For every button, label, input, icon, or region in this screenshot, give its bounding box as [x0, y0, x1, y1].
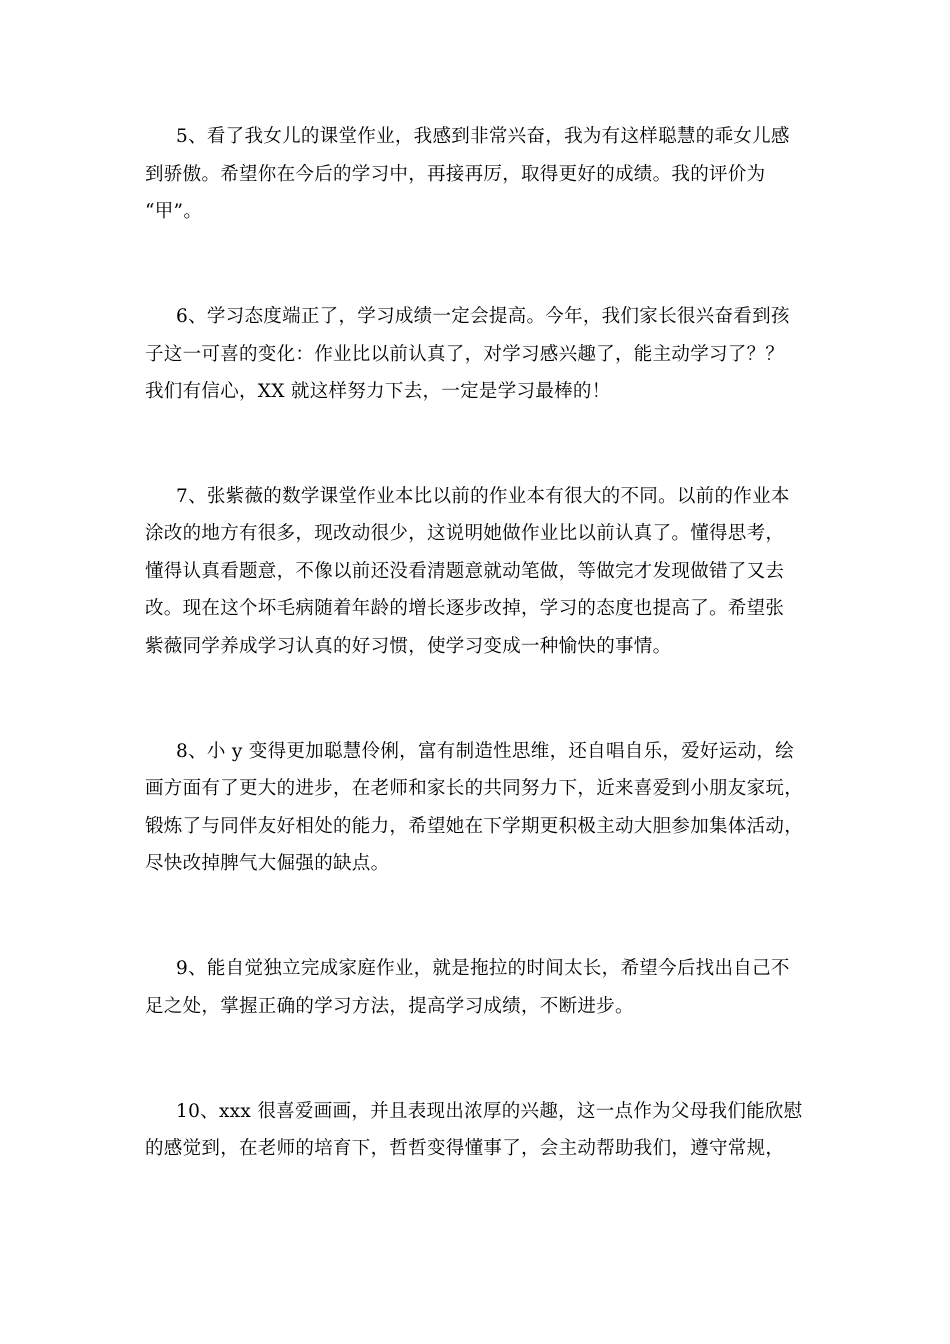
paragraph-line: 8、小 y 变得更加聪慧伶俐，富有制造性思维，还自唱自乐，爱好运动，绘 [176, 741, 794, 762]
paragraph-line: 画方面有了更大的进步，在老师和家长的共同努力下，近来喜爱到小朋友家玩， [145, 778, 804, 799]
paragraph-line: 9、能自觉独立完成家庭作业，就是拖拉的时间太长，希望今后找出自己不 [176, 958, 790, 979]
paragraph-line: 我们有信心，XX 就这样努力下去，一定是学习最棒的！ [145, 381, 611, 402]
paragraph-line: 尽快改掉脾气大倔强的缺点。 [145, 853, 390, 874]
paragraph-line: 懂得认真看题意，不像以前还没看清题意就动笔做，等做完才发现做错了又去 [145, 561, 785, 582]
paragraph-line: “甲”。 [145, 201, 203, 222]
paragraph-line: 的感觉到，在老师的培育下，哲哲变得懂事了，会主动帮助我们，遵守常规， [145, 1138, 785, 1159]
paragraph-line: 7、张紫薇的数学课堂作业本比以前的作业本有很大的不同。以前的作业本 [176, 486, 790, 507]
paragraph-line: 到骄傲。希望你在今后的学习中，再接再厉，取得更好的成绩。我的评价为 [145, 164, 766, 185]
paragraph-line: 紫薇同学养成学习认真的好习惯，使学习变成一种愉快的事情。 [145, 636, 672, 657]
paragraph-line: 10、xxx 很喜爱画画，并且表现出浓厚的兴趣，这一点作为父母我们能欣慰 [176, 1101, 803, 1122]
paragraph-line: 足之处，掌握正确的学习方法，提高学习成绩，不断进步。 [145, 996, 634, 1017]
paragraph-line: 5、看了我女儿的课堂作业，我感到非常兴奋，我为有这样聪慧的乖女儿感 [176, 126, 790, 147]
paragraph-line: 锻炼了与同伴友好相处的能力，希望她在下学期更积极主动大胆参加集体活动， [145, 816, 804, 837]
paragraph-line: 改。现在这个坏毛病随着年龄的增长逐步改掉，学习的态度也提高了。希望张 [145, 598, 785, 619]
paragraph-line: 6、学习态度端正了，学习成绩一定会提高。今年，我们家长很兴奋看到孩 [176, 306, 790, 327]
paragraph-line: 子这一可喜的变化：作业比以前认真了，对学习感兴趣了，能主动学习了？？ [145, 344, 785, 365]
paragraph-line: 涂改的地方有很多，现改动很少，这说明她做作业比以前认真了。懂得思考， [145, 523, 785, 544]
